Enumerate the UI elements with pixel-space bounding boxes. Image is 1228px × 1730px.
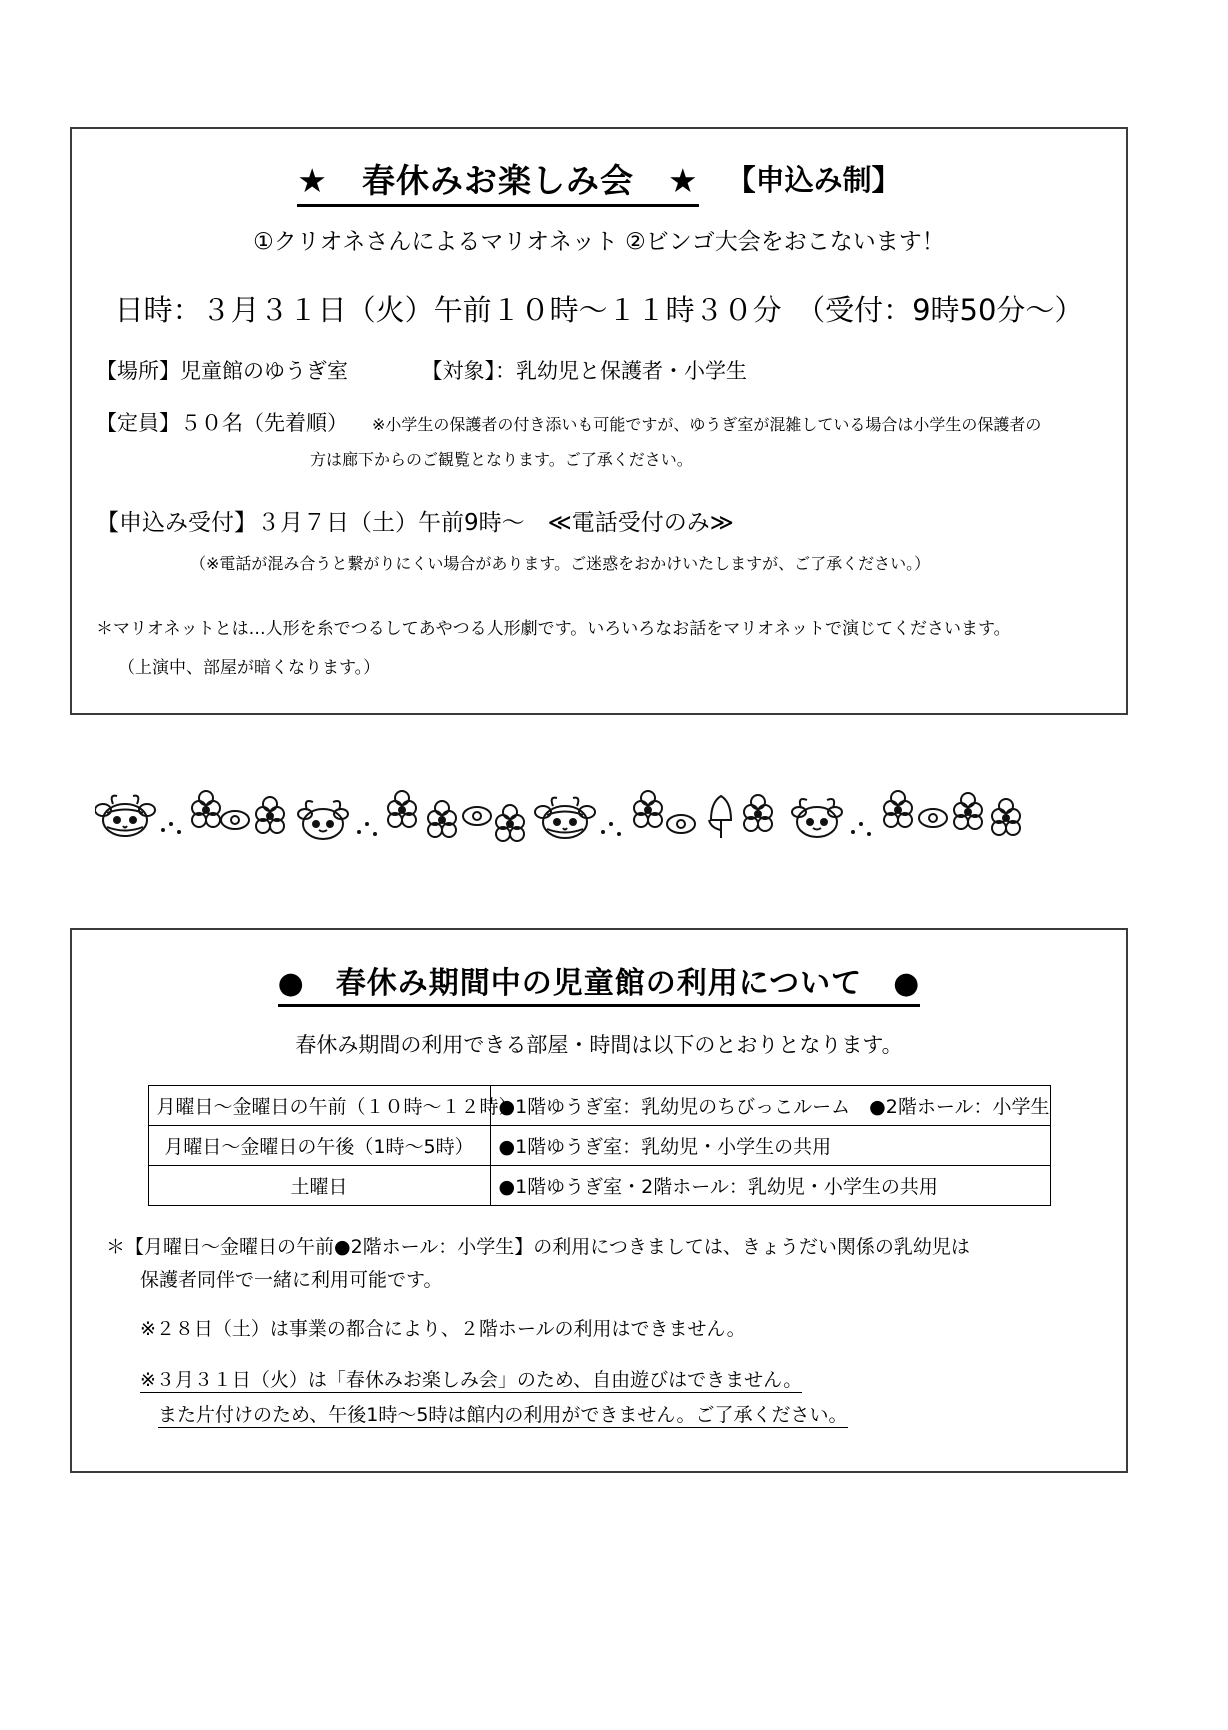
flower-icon-2 xyxy=(256,797,284,833)
event-application-note: （※電話が混み合うと繋がりにくい場合があります。ご迷惑をおかけいたしますが、ご了承ください。） xyxy=(190,554,931,573)
dot-cluster-2 xyxy=(357,822,377,836)
usage-notes xyxy=(106,1232,1126,1427)
usage-when-cell: 月曜日〜金曜日の午前（１０時〜１２時） xyxy=(148,1086,490,1126)
marionette-explanation-line1: ＊マリオネットとは…人形を糸でつるしてあやつる人形劇です。いろいろなお話をマリオネットで演じてくださいます。 xyxy=(96,619,1011,639)
bee-icon xyxy=(95,796,155,836)
flower-icon-9 xyxy=(954,793,982,829)
dot-cluster-3 xyxy=(601,822,621,836)
spring-break-usage-box xyxy=(70,928,1128,1473)
usage-what-cell: ●1階ゆうぎ室：乳幼児のちびっこルーム ●2階ホール：小学生 xyxy=(490,1086,1050,1126)
usage-note-31st-line2-text: また片付けのため、午後1時〜5時は館内の利用ができません。ご了承ください。 xyxy=(158,1404,848,1426)
flower-icon-7 xyxy=(744,795,772,831)
usage-when-cell: 月曜日〜金曜日の午後（1時〜5時） xyxy=(148,1126,490,1166)
usage-what-cell: ●1階ゆうぎ室・2階ホール：乳幼児・小学生の共用 xyxy=(490,1166,1050,1206)
bee-and-flower-doodle-band xyxy=(95,780,1035,860)
event-datetime: 日時：３月３１日（火）午前１０時〜１１時３０分 （受付：9時50分〜） xyxy=(114,293,1084,327)
page-title: ★ 春休みお楽しみ会 ★ xyxy=(297,155,698,207)
event-application-period: 【申込み受付】３月７日（土）午前9時〜 ≪電話受付のみ≫ xyxy=(96,510,734,536)
usage-schedule-table xyxy=(148,1085,1051,1206)
usage-title-row xyxy=(72,958,1126,1007)
event-capacity-note-line2: 方は廊下からのご観覧となります。ご了承ください。 xyxy=(310,450,693,469)
event-capacity-row xyxy=(96,407,1126,437)
bee-icon-2 xyxy=(535,798,595,838)
dot-cluster-4 xyxy=(851,822,871,836)
flower-icon-3 xyxy=(388,791,416,827)
usage-note-sibling-line1: ＊【月曜日〜金曜日の午前●2階ホール：小学生】の利用につきましては、きょうだい関係の乳幼児は xyxy=(106,1236,970,1258)
fairy-icon-1 xyxy=(298,801,348,839)
usage-note-28th: ※２８日（土）は事業の都合により、２階ホールの利用はできません。 xyxy=(140,1318,746,1340)
flower-icon-4 xyxy=(428,801,456,837)
usage-note-31st-line1-text: ※３月３１日（火）は「春休みお楽しみ会」のため、自由遊びはできません。 xyxy=(140,1369,803,1391)
leaf-icon-1 xyxy=(221,811,249,829)
fairy-icon-2 xyxy=(792,799,842,837)
table-row xyxy=(148,1126,1050,1166)
marionette-explanation-line2: （上演中、部屋が暗くなります。） xyxy=(118,658,381,678)
usage-note-31st-line2 xyxy=(158,1400,1126,1427)
event-capacity-label: 【定員】５０名（先着順） xyxy=(96,411,348,435)
table-row xyxy=(148,1166,1050,1206)
flower-icon-6 xyxy=(634,791,662,827)
event-notice-box xyxy=(70,127,1128,715)
usage-note-31st-line1 xyxy=(140,1365,1126,1392)
leaf-icon-4 xyxy=(919,809,947,827)
dot-cluster-1 xyxy=(161,822,181,834)
leaf-icon-2 xyxy=(463,807,491,825)
table-row xyxy=(148,1086,1050,1126)
event-subtitle: ①クリオネさんによるマリオネット ②ビンゴ大会をおこないます！ xyxy=(253,229,945,255)
usage-when-cell: 土曜日 xyxy=(148,1166,490,1206)
event-place-and-target: 【場所】児童館のゆうぎ室 【対象】：乳幼児と保護者・小学生 xyxy=(96,359,747,383)
event-title-row xyxy=(72,155,1126,207)
usage-title: ● 春休み期間中の児童館の利用について ● xyxy=(278,958,921,1007)
usage-what-cell: ●1階ゆうぎ室：乳幼児・小学生の共用 xyxy=(490,1126,1050,1166)
event-capacity-note-line1: ※小学生の保護者の付き添いも可能ですが、ゆうぎ室が混雑している場合は小学生の保護者の xyxy=(372,415,1042,434)
flower-icon-10 xyxy=(992,799,1020,835)
usage-note-sibling-line2: 保護者同伴で一緒に利用可能です。 xyxy=(140,1269,443,1291)
usage-subtitle: 春休み期間の利用できる部屋・時間は以下のとおりとなります。 xyxy=(295,1033,903,1057)
leaf-icon-3 xyxy=(667,815,695,833)
flower-icon-5 xyxy=(496,805,524,841)
application-required-badge: 【申込み制】 xyxy=(726,163,901,197)
flower-icon-8 xyxy=(884,791,912,827)
tulip-icon xyxy=(709,796,731,838)
flower-icon-1 xyxy=(192,791,220,827)
